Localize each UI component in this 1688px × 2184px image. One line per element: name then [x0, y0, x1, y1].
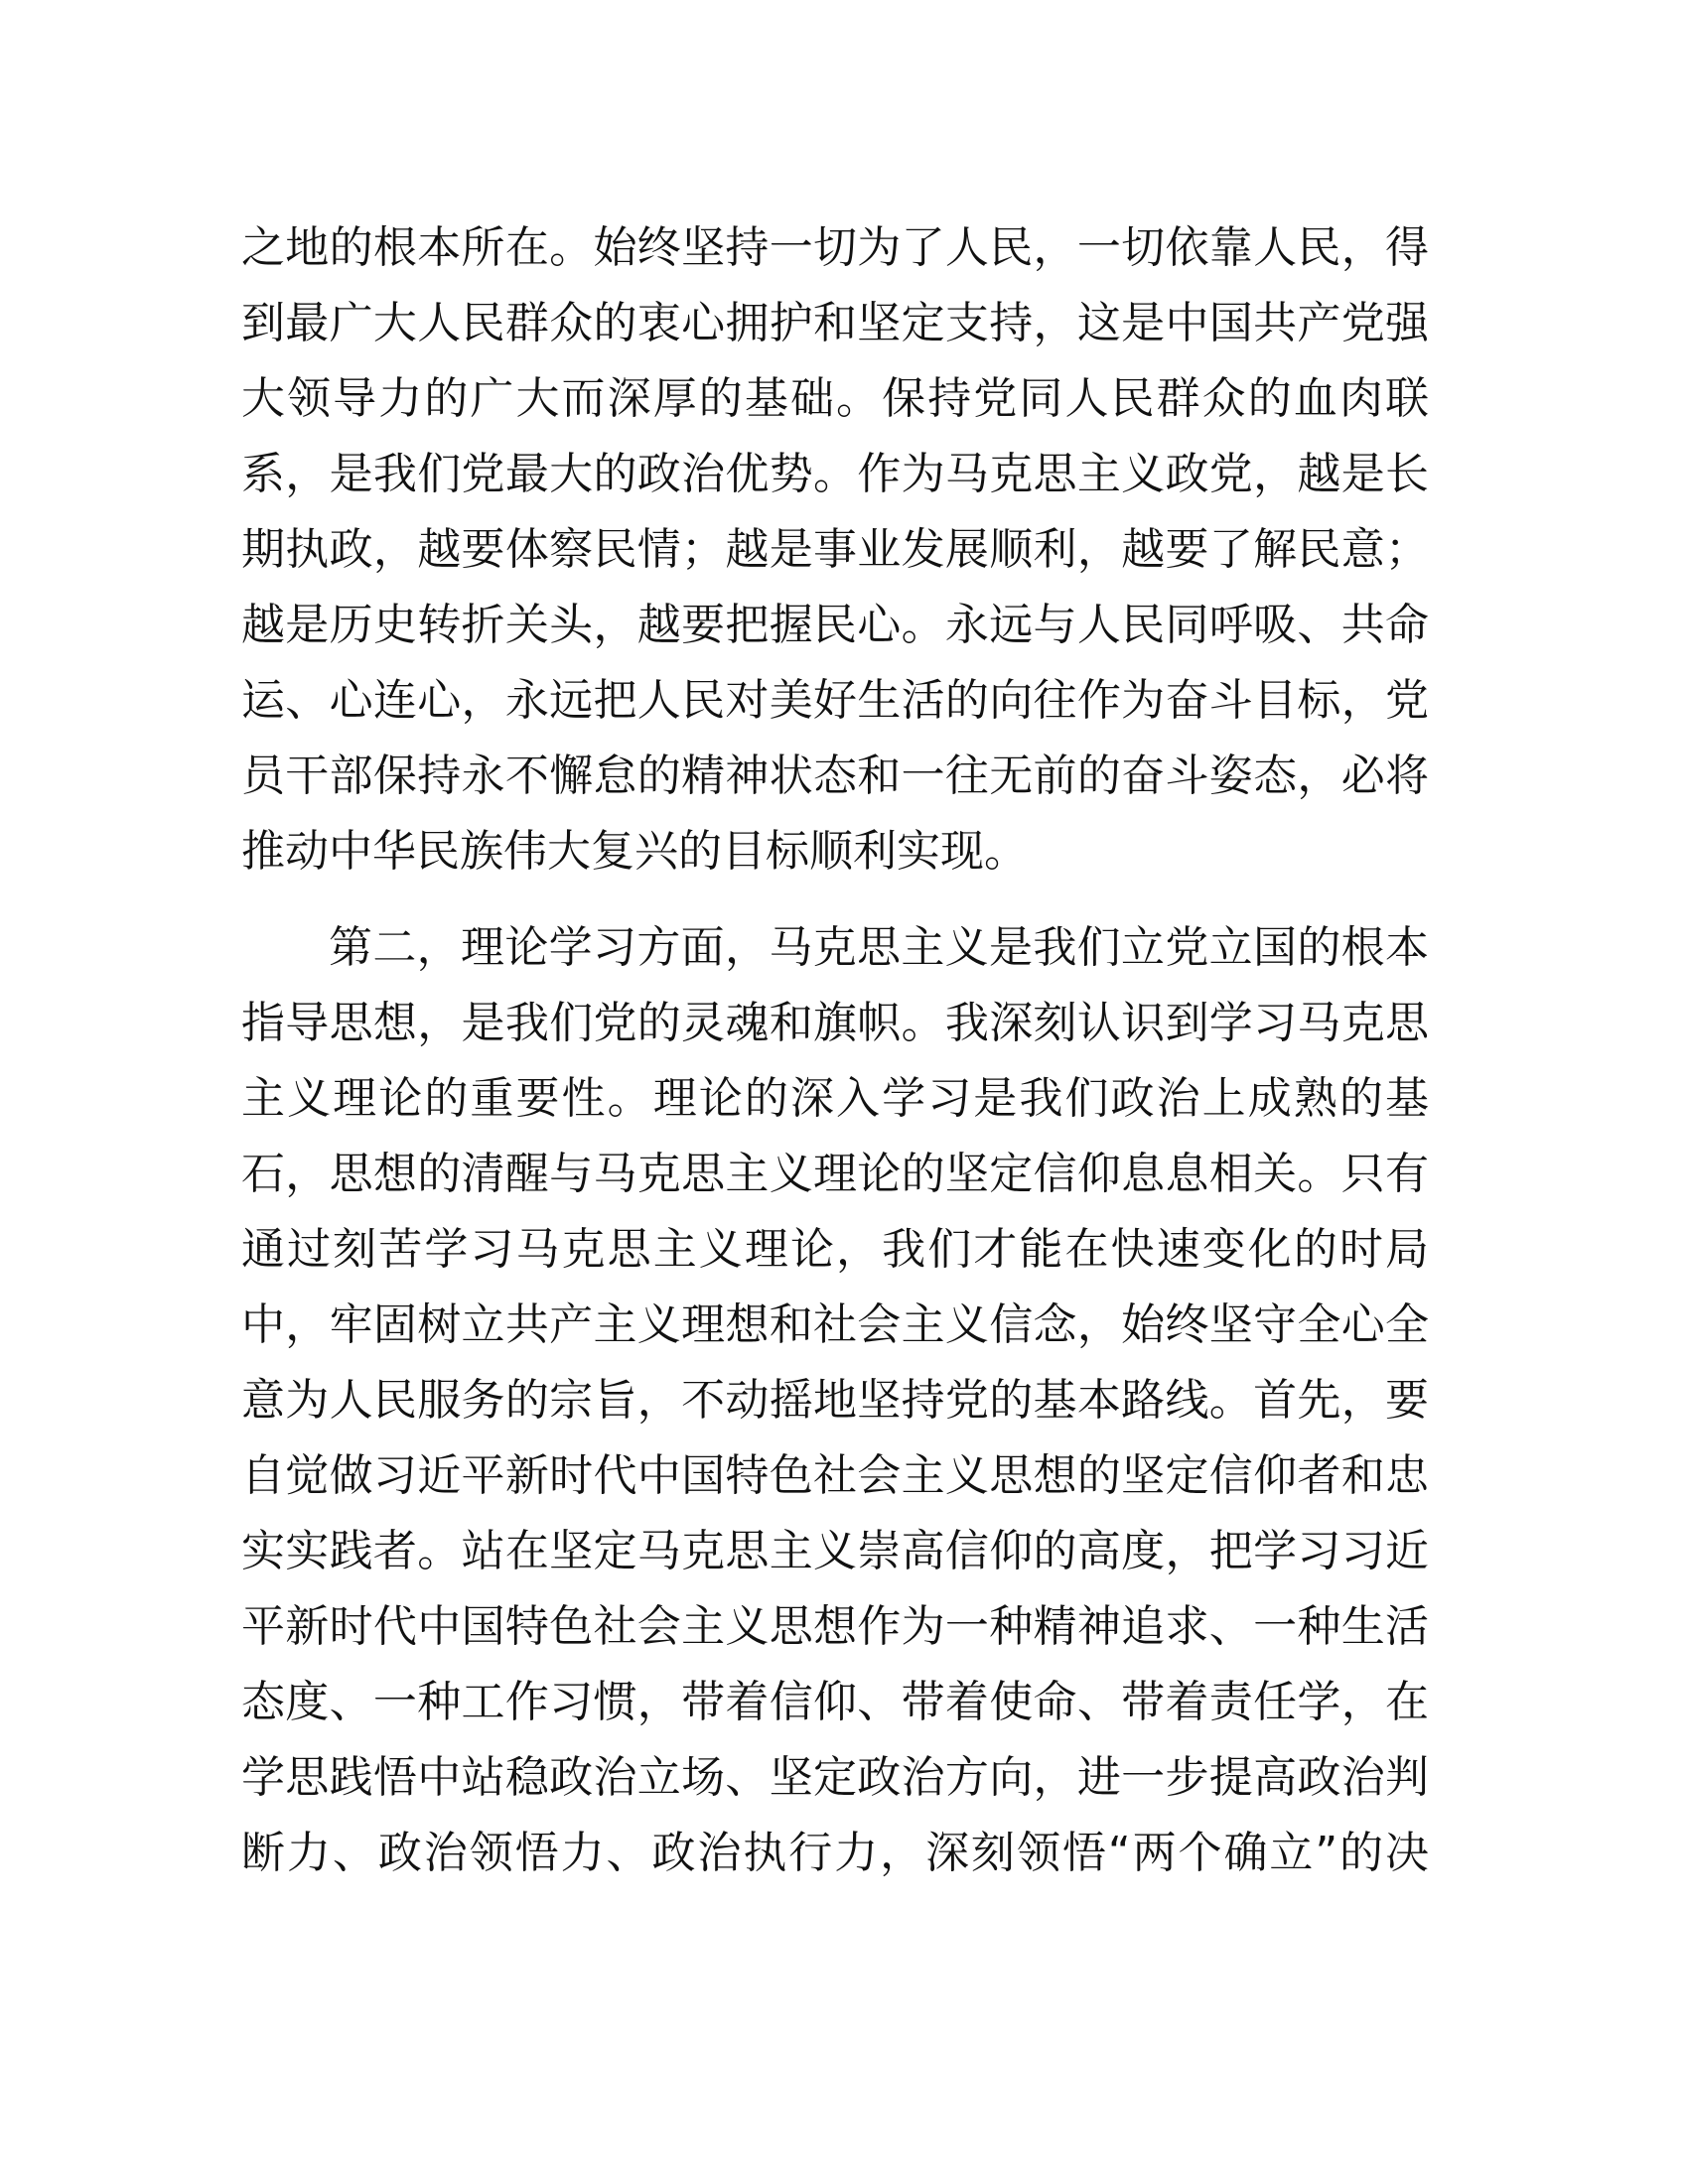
text-line: 越是历史转折关头，越要把握民心。永远与人民同呼吸、共命	[241, 600, 1429, 650]
text-line: 运、心连心，永远把人民对美好生活的向往作为奋斗目标，党	[241, 675, 1429, 726]
text-line: 平新时代中国特色社会主义思想作为一种精神追求、一种生活	[241, 1601, 1429, 1652]
text-line: 意为人民服务的宗旨，不动摇地坚持党的基本路线。首先，要	[241, 1375, 1429, 1426]
text-line: 中，牢固树立共产主义理想和社会主义信念，始终坚守全心全	[241, 1299, 1429, 1350]
text-line: 自觉做习近平新时代中国特色社会主义思想的坚定信仰者和忠	[241, 1450, 1429, 1501]
text-line: 实实践者。站在坚定马克思主义崇高信仰的高度，把学习习近	[241, 1526, 1429, 1576]
text-line: 断力、政治领悟力、政治执行力，深刻领悟“两个确立”的决	[241, 1828, 1429, 1878]
text-line: 态度、一种工作习惯，带着信仰、带着使命、带着责任学，在	[241, 1677, 1429, 1727]
text-line: 大领导力的广大而深厚的基础。保持党同人民群众的血肉联	[241, 373, 1429, 424]
text-line: 期执政，越要体察民情；越是事业发展顺利，越要了解民意；	[241, 524, 1429, 575]
text-line: 石，思想的清醒与马克思主义理论的坚定信仰息息相关。只有	[241, 1149, 1429, 1199]
paragraph-1	[241, 210, 1429, 889]
text-line: 推动中华民族伟大复兴的目标顺利实现。	[241, 826, 1028, 877]
paragraph-2	[241, 910, 1429, 1891]
text-line: 第二，理论学习方面，马克思主义是我们立党立国的根本	[329, 922, 1429, 973]
text-line: 指导思想，是我们党的灵魂和旗帜。我深刻认识到学习马克思	[241, 998, 1429, 1048]
text-line: 到最广大人民群众的衷心拥护和坚定支持，这是中国共产党强	[241, 298, 1429, 348]
document-page	[241, 210, 1429, 1891]
text-line: 主义理论的重要性。理论的深入学习是我们政治上成熟的基	[241, 1073, 1429, 1124]
text-line: 通过刻苦学习马克思主义理论，我们才能在快速变化的时局	[241, 1224, 1429, 1275]
text-line: 员干部保持永不懈怠的精神状态和一往无前的奋斗姿态，必将	[241, 751, 1429, 801]
text-line: 系，是我们党最大的政治优势。作为马克思主义政党，越是长	[241, 449, 1429, 499]
text-line: 之地的根本所在。始终坚持一切为了人民，一切依靠人民，得	[241, 222, 1429, 273]
text-line: 学思践悟中站稳政治立场、坚定政治方向，进一步提高政治判	[241, 1752, 1429, 1803]
